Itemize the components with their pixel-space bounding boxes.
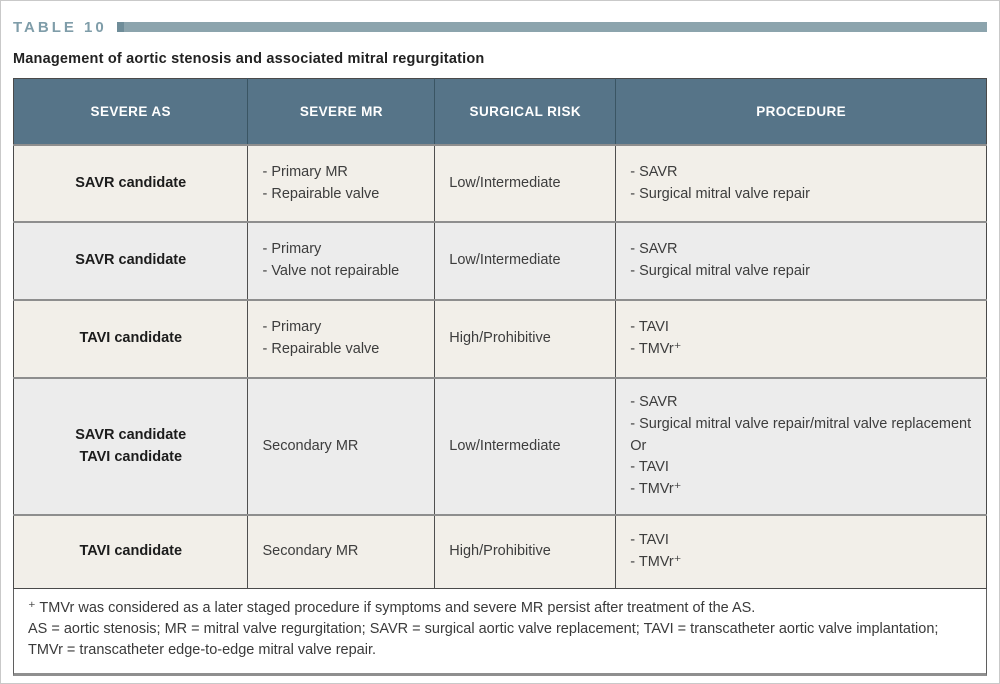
cell-procedure (616, 300, 987, 378)
cell-surgical-risk: Low/Intermediate (435, 378, 616, 515)
cell-severe-as (14, 300, 248, 378)
cell-line: - TMVr⁺ (630, 341, 682, 357)
cell-line: - Surgical mitral valve repair (630, 185, 810, 202)
cell-line: - SAVR (630, 163, 678, 180)
table-row (14, 145, 987, 222)
cell-line: Secondary MR (262, 542, 359, 559)
cell-severe-mr (248, 222, 435, 300)
cell-line: SAVR candidate (75, 426, 187, 443)
table-row (14, 378, 987, 515)
cell-surgical-risk: High/Prohibitive (435, 300, 616, 378)
cell-line: - Valve not repairable (262, 263, 400, 279)
cell-line: - Surgical mitral valve repair/mitral valve replacement (630, 415, 972, 432)
cell-line: - Surgical mitral valve repair (630, 263, 810, 279)
cell-line: - Primary MR (262, 163, 348, 180)
cell-line: - Primary (262, 241, 322, 258)
table-label-band (13, 18, 987, 36)
column-header-severe-as: SEVERE AS (14, 79, 248, 146)
accent-bar-notch (117, 22, 124, 32)
table-body (14, 145, 987, 588)
cell-procedure (616, 222, 987, 300)
cell-line: SAVR candidate (75, 252, 187, 269)
accent-bar-fill (124, 22, 987, 32)
accent-bar (117, 22, 987, 32)
table-row (14, 515, 987, 588)
footnote-line: ⁺ TMVr was considered as a later staged procedure if symptoms and severe MR persist after treatment of the AS. (28, 599, 756, 616)
cell-line: - SAVR (630, 394, 678, 411)
cell-line: - TMVr⁺ (630, 481, 682, 498)
header-row (14, 79, 987, 146)
cell-line: - TAVI (630, 459, 669, 476)
page-title: Management of aortic stenosis and associated mitral regurgitation (13, 51, 485, 67)
cell-line: - Repairable valve (262, 341, 380, 357)
column-header-procedure: PROCEDURE (616, 79, 987, 146)
cell-line: SAVR candidate (75, 174, 187, 191)
cell-line: TAVI candidate (79, 448, 183, 465)
table-row (14, 300, 987, 378)
cell-procedure (616, 515, 987, 588)
cell-severe-mr (248, 145, 435, 222)
footnote-line: AS = aortic stenosis; MR = mitral valve regurgitation; SAVR = surgical aortic valve replacement; TAVI = transcatheter aortic valve implantation; TMVr = transcatheter edge-to-edge mitral valve repair. (28, 620, 939, 659)
cell-line: - SAVR (630, 241, 678, 258)
cell-surgical-risk: High/Prohibitive (435, 515, 616, 588)
column-header-severe-mr: SEVERE MR (248, 79, 435, 146)
table-header (14, 79, 987, 146)
cell-line: - Repairable valve (262, 185, 380, 202)
cell-line: Secondary MR (262, 437, 359, 454)
cell-line: TAVI candidate (79, 330, 183, 347)
management-table (13, 78, 987, 589)
cell-line: - TAVI (630, 319, 669, 336)
cell-procedure (616, 378, 987, 515)
cell-severe-mr (248, 515, 435, 588)
cell-severe-as (14, 515, 248, 588)
cell-surgical-risk: Low/Intermediate (435, 145, 616, 222)
cell-severe-mr (248, 378, 435, 515)
cell-line: - TAVI (630, 532, 669, 548)
cell-line: - TMVr⁺ (630, 553, 682, 570)
cell-line: - Primary (262, 319, 322, 336)
cell-severe-as (14, 145, 248, 222)
cell-surgical-risk: Low/Intermediate (435, 222, 616, 300)
cell-severe-mr (248, 300, 435, 378)
table-label: TABLE 10 (13, 18, 107, 36)
cell-line: Or (630, 437, 647, 454)
footnote-box (13, 589, 987, 677)
cell-procedure (616, 145, 987, 222)
cell-line: TAVI candidate (79, 542, 183, 559)
column-header-surgical-risk: SURGICAL RISK (435, 79, 616, 146)
cell-severe-as (14, 378, 248, 515)
cell-severe-as (14, 222, 248, 300)
table-row (14, 222, 987, 300)
